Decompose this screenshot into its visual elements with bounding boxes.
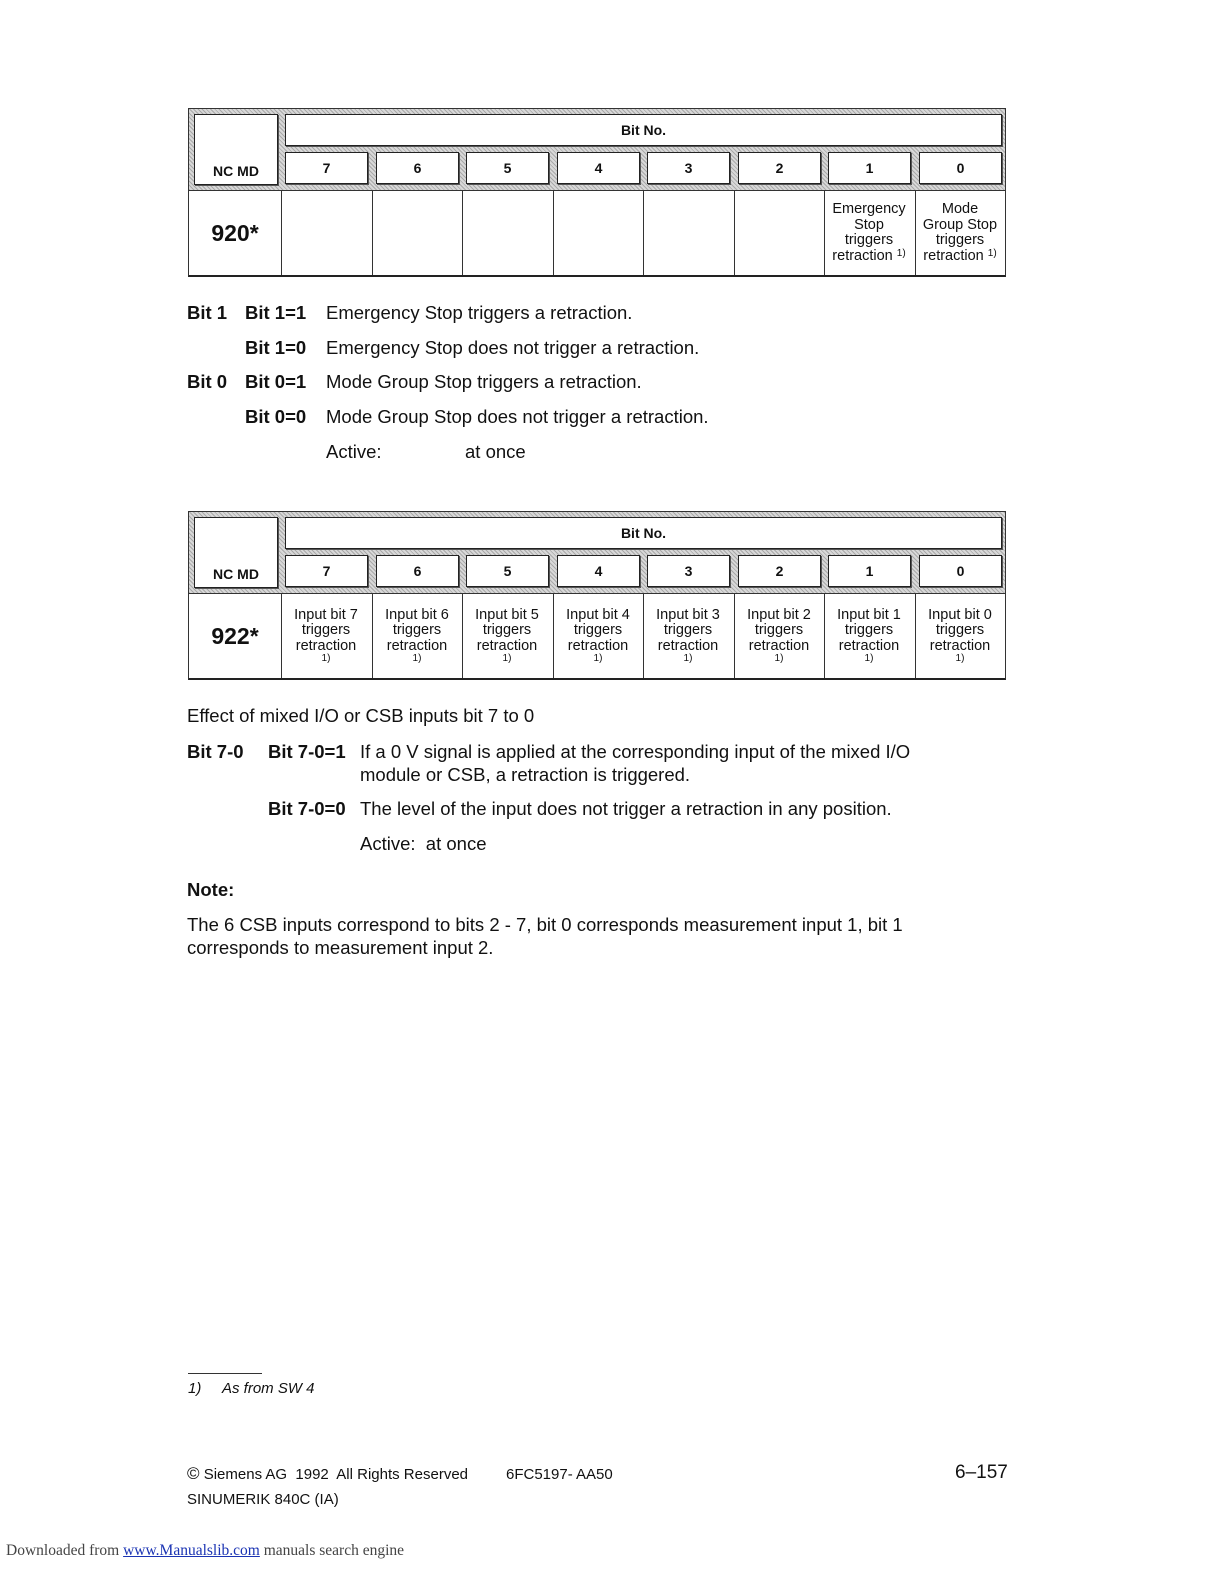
- cell-text-line: triggers: [935, 622, 985, 639]
- bit7-0-1-line1: If a 0 V signal is applied at the corresponding input of the mixed I/O: [360, 741, 911, 762]
- bit-cell-3: [643, 191, 733, 275]
- column-divider: [824, 191, 825, 275]
- effect-intro: Effect of mixed I/O or CSB inputs bit 7 to 0: [187, 705, 535, 726]
- bit-cell-4: [553, 594, 643, 678]
- bit-header-4: 3: [647, 555, 730, 587]
- cell-text-line: Input bit 6: [385, 606, 449, 623]
- active-label: Active:: [326, 441, 382, 462]
- cell-text-line: Emergency: [832, 201, 906, 217]
- bit-header-5: 2: [738, 152, 821, 184]
- nc-md-label: NC MD: [213, 566, 259, 582]
- bit-header-0: 7: [285, 555, 368, 587]
- bit1-0-label: Bit 1=0: [245, 337, 307, 358]
- bit-cell-2: [734, 191, 824, 275]
- bit-cell-7: [281, 594, 371, 678]
- cell-text-line: Mode: [941, 201, 979, 217]
- cell-text-line: retraction: [295, 637, 357, 654]
- cell-text-line: Input bit 0: [928, 606, 992, 623]
- bit-cell-1: [824, 594, 914, 678]
- bit-header-5: 2: [738, 555, 821, 587]
- nc-md-922-table: [188, 511, 1006, 680]
- table-header: [188, 511, 1006, 594]
- bit-cell-7: [281, 191, 371, 275]
- cell-text: retraction: [832, 247, 893, 264]
- bit-header-7: 0: [919, 555, 1002, 587]
- table-body: [188, 594, 1006, 680]
- footnote-ref: 1): [593, 653, 603, 665]
- nc-md-header-cell: [194, 517, 278, 588]
- cell-text: retraction: [923, 247, 984, 264]
- order-number: 6FC5197- AA50: [506, 1466, 613, 1483]
- bit-header-4: 3: [647, 152, 730, 184]
- bit-header-1: 6: [376, 555, 459, 587]
- bit-cell-4: [553, 191, 643, 275]
- bit-header-0: 7: [285, 152, 368, 184]
- copyright-text: Siemens AG 1992 All Rights Reserved: [203, 1466, 469, 1483]
- product-name: SINUMERIK 840C (IA): [187, 1491, 339, 1508]
- footnote-ref: 1): [864, 653, 874, 665]
- bit-cell-1: [824, 191, 914, 275]
- footnote-ref: 1): [987, 247, 997, 259]
- active-text: Active: at once: [360, 833, 487, 854]
- bit-cell-5: [462, 191, 552, 275]
- cell-text-line: triggers: [754, 622, 804, 639]
- bit0-1-label: Bit 0=1: [245, 371, 307, 392]
- cell-text-line: retraction: [386, 637, 448, 654]
- md-number: 922*: [211, 622, 259, 649]
- page-number: 6–157: [955, 1462, 1008, 1483]
- cell-text-line: triggers: [844, 622, 894, 639]
- bit-header-1: 6: [376, 152, 459, 184]
- cell-text-line: triggers: [392, 622, 442, 639]
- footnote: [188, 1380, 315, 1397]
- bit-no-header: Bit No.: [285, 517, 1002, 549]
- cell-text-line: retraction: [476, 637, 538, 654]
- column-divider: [281, 594, 282, 678]
- bit-cell-0: [915, 594, 1005, 678]
- bit7-0-1-label: Bit 7-0=1: [268, 741, 346, 762]
- column-divider: [462, 594, 463, 678]
- cell-text-line: [832, 249, 905, 265]
- nc-md-label: NC MD: [213, 163, 259, 179]
- table-body: [188, 191, 1006, 277]
- column-divider: [824, 594, 825, 678]
- cell-text-line: triggers: [301, 622, 351, 639]
- column-divider: [372, 191, 373, 275]
- bit-header-3: 4: [557, 152, 640, 184]
- cell-text-line: Input bit 4: [566, 606, 630, 623]
- copyright-line: [187, 1464, 468, 1484]
- column-divider: [281, 191, 282, 275]
- note-line2: corresponds to measurement input 2.: [187, 937, 494, 958]
- bit7-0-1-line2: module or CSB, a retraction is triggered.: [360, 764, 691, 785]
- cell-text-line: retraction: [567, 637, 629, 654]
- bit-header-6: 1: [828, 555, 911, 587]
- bit0-label: Bit 0: [187, 371, 228, 392]
- bit7-0-0-text: The level of the input does not trigger a retraction in any position.: [360, 798, 892, 819]
- bit0-0-text: Mode Group Stop does not trigger a retraction.: [326, 406, 709, 427]
- download-bar: [6, 1542, 404, 1560]
- note-heading: Note:: [187, 879, 235, 900]
- cell-text-line: triggers: [573, 622, 623, 639]
- bit0-1-text: Mode Group Stop triggers a retraction.: [326, 371, 642, 392]
- active-value: at once: [465, 441, 526, 462]
- bit1-1-label: Bit 1=1: [245, 302, 307, 323]
- bit7-0-0-label: Bit 7-0=0: [268, 798, 346, 819]
- column-divider: [553, 191, 554, 275]
- cell-text-line: triggers: [935, 232, 985, 248]
- bit-header-7: 0: [919, 152, 1002, 184]
- cell-text-line: retraction: [748, 637, 810, 654]
- cell-text-line: retraction: [657, 637, 719, 654]
- footnote-rule: [188, 1373, 262, 1374]
- footnote-ref: 1): [896, 247, 906, 259]
- footnote-ref: 1): [502, 653, 512, 665]
- cell-text-line: retraction: [838, 637, 900, 654]
- column-divider: [915, 191, 916, 275]
- column-divider: [553, 594, 554, 678]
- bit-no-header: Bit No.: [285, 114, 1002, 146]
- cell-text-line: triggers: [482, 622, 532, 639]
- cell-text-line: Input bit 5: [475, 606, 539, 623]
- cell-text-line: Group Stop: [922, 216, 998, 233]
- footnote-ref: 1): [955, 653, 965, 665]
- bit-header-6: 1: [828, 152, 911, 184]
- footnote-ref: 1): [412, 653, 422, 665]
- footnote-ref: 1): [774, 653, 784, 665]
- column-divider: [643, 191, 644, 275]
- cell-text-line: retraction: [929, 637, 991, 654]
- bit-header-2: 5: [466, 555, 549, 587]
- footnote-number: 1): [188, 1380, 202, 1397]
- nc-md-920-table: [188, 108, 1006, 277]
- table-header: [188, 108, 1006, 191]
- download-suffix: manuals search engine: [263, 1542, 405, 1559]
- md-number: 920*: [211, 219, 259, 246]
- column-divider: [915, 594, 916, 678]
- column-divider: [734, 191, 735, 275]
- bit-cell-6: [372, 191, 462, 275]
- bit7-0-label: Bit 7-0: [187, 741, 244, 762]
- nc-md-header-cell: [194, 114, 278, 185]
- column-divider: [643, 594, 644, 678]
- column-divider: [734, 594, 735, 678]
- cell-text-line: [923, 249, 996, 265]
- cell-text-line: Input bit 7: [294, 606, 358, 623]
- cell-text-line: triggers: [844, 232, 894, 248]
- bit-cell-3: [643, 594, 733, 678]
- footnote-ref: 1): [321, 653, 331, 665]
- cell-text-line: Input bit 3: [656, 606, 720, 623]
- bit-cell-2: [734, 594, 824, 678]
- bit1-1-text: Emergency Stop triggers a retraction.: [326, 302, 633, 323]
- column-divider: [372, 594, 373, 678]
- bit-cell-0: [915, 191, 1005, 275]
- column-divider: [462, 191, 463, 275]
- footnote-ref: 1): [683, 653, 693, 665]
- note-line1: The 6 CSB inputs correspond to bits 2 - 7, bit 0 corresponds measurement input 1, bit 1: [187, 914, 903, 935]
- cell-text-line: Input bit 2: [747, 606, 811, 623]
- bit1-0-text: Emergency Stop does not trigger a retraction.: [326, 337, 700, 358]
- bit0-0-label: Bit 0=0: [245, 406, 307, 427]
- copyright-icon: ©: [187, 1464, 200, 1483]
- bit-header-3: 4: [557, 555, 640, 587]
- footnote-text: As from SW 4: [222, 1380, 315, 1397]
- download-prefix: Downloaded from: [6, 1542, 120, 1559]
- cell-text-line: Stop: [854, 216, 884, 233]
- cell-text-line: Input bit 1: [837, 606, 901, 623]
- cell-text-line: triggers: [663, 622, 713, 639]
- manualslib-link[interactable]: www.Manualslib.com: [123, 1542, 260, 1559]
- bit1-label: Bit 1: [187, 302, 228, 323]
- bit-cell-5: [462, 594, 552, 678]
- bit-cell-6: [372, 594, 462, 678]
- bit-header-2: 5: [466, 152, 549, 184]
